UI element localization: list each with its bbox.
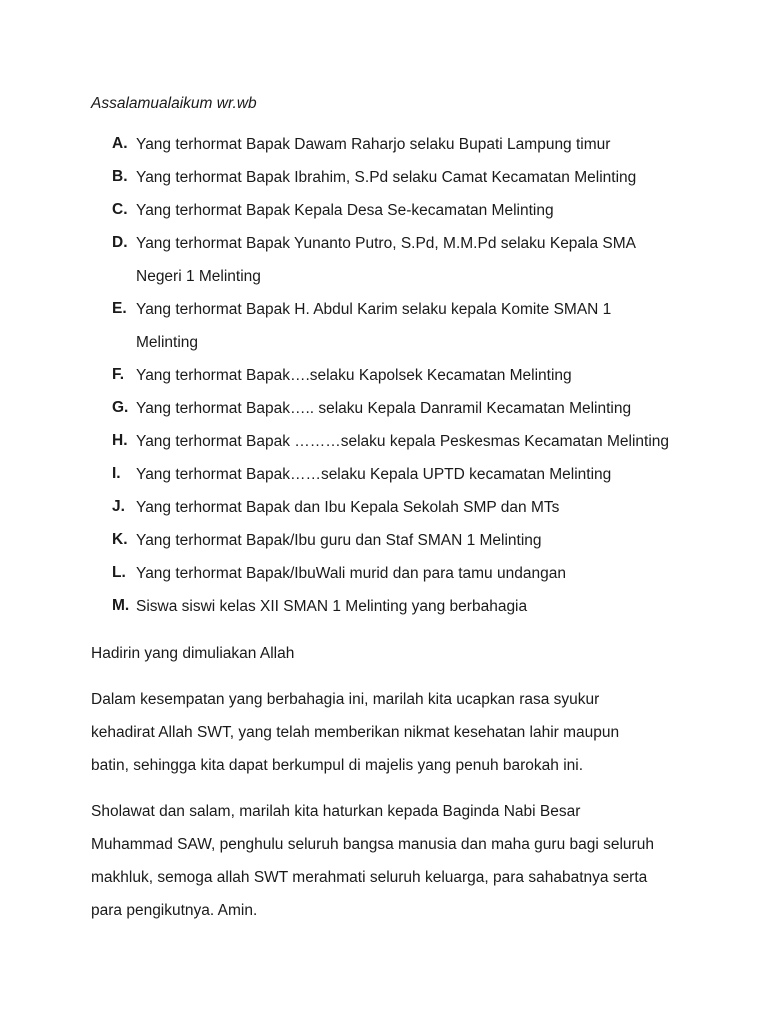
list-marker: F. (112, 366, 125, 383)
list-marker: L. (112, 564, 126, 581)
list-item-text: Yang terhormat Bapak……selaku Kepala UPTD kecamatan Melinting (136, 465, 612, 483)
list-marker: E. (112, 300, 127, 317)
list-item-text: Yang terhormat Bapak H. Abdul Karim selaku kepala Komite SMAN 1 Melinting (136, 300, 612, 351)
list-marker: I. (112, 465, 121, 482)
list-marker: B. (112, 168, 128, 185)
list-item-text: Yang terhormat Bapak dan Ibu Kepala Sekolah SMP dan MTs (136, 498, 560, 516)
paragraph-sholawat (91, 795, 691, 927)
paragraph-line: para pengikutnya. Amin. (91, 902, 258, 919)
list-marker: D. (112, 234, 128, 251)
list-item-text: Yang terhormat Bapak ………selaku kepala Peskesmas Kecamatan Melinting (136, 432, 670, 450)
paragraph-line: Sholawat dan salam, marilah kita haturkan kepada Baginda Nabi Besar (91, 803, 581, 820)
list-marker: J. (112, 498, 125, 515)
paragraph-thanksgiving (91, 683, 691, 782)
list-item-text: Yang terhormat Bapak Kepala Desa Se-kecamatan Melinting (136, 201, 554, 219)
list-item-text: Yang terhormat Bapak Dawam Raharjo selaku Bupati Lampung timur (136, 135, 611, 153)
list-item-text: Yang terhormat Bapak/IbuWali murid dan para tamu undangan (136, 564, 566, 582)
paragraph-line: batin, sehingga kita dapat berkumpul di majelis yang penuh barokah ini. (91, 757, 584, 774)
list-item-text: Yang terhormat Bapak Ibrahim, S.Pd selaku Camat Kecamatan Melinting (136, 168, 637, 186)
list-marker: M. (112, 597, 130, 614)
list-marker: G. (112, 399, 129, 416)
paragraph-line: kehadirat Allah SWT, yang telah memberikan nikmat kesehatan lahir maupun (91, 724, 620, 741)
paragraph-line: Muhammad SAW, penghulu seluruh bangsa manusia dan maha guru bagi seluruh (91, 836, 654, 853)
list-marker: C. (112, 201, 128, 218)
greeting-text: Assalamualaikum wr.wb (91, 95, 257, 112)
list-item-text: Yang terhormat Bapak Yunanto Putro, S.Pd, M.M.Pd selaku Kepala SMA Negeri 1 Melinting (136, 234, 636, 285)
list-item-text: Yang terhormat Bapak/Ibu guru dan Staf SMAN 1 Melinting (136, 531, 542, 549)
list-marker: K. (112, 531, 128, 548)
list-item (0, 299, 768, 365)
list-item (0, 233, 768, 299)
paragraph-line: Dalam kesempatan yang berbahagia ini, marilah kita ucapkan rasa syukur (91, 691, 600, 708)
list-marker: H. (112, 432, 128, 449)
list-marker: A. (112, 135, 128, 152)
list-item-text: Siswa siswi kelas XII SMAN 1 Melinting yang berbahagia (136, 597, 528, 615)
list-item-text: Yang terhormat Bapak….. selaku Kepala Danramil Kecamatan Melinting (136, 399, 632, 417)
list-item-text: Yang terhormat Bapak….selaku Kapolsek Kecamatan Melinting (136, 366, 572, 384)
paragraph-line: makhluk, semoga allah SWT merahmati seluruh keluarga, para sahabatnya serta (91, 869, 648, 886)
section-heading: Hadirin yang dimuliakan Allah (91, 645, 295, 662)
